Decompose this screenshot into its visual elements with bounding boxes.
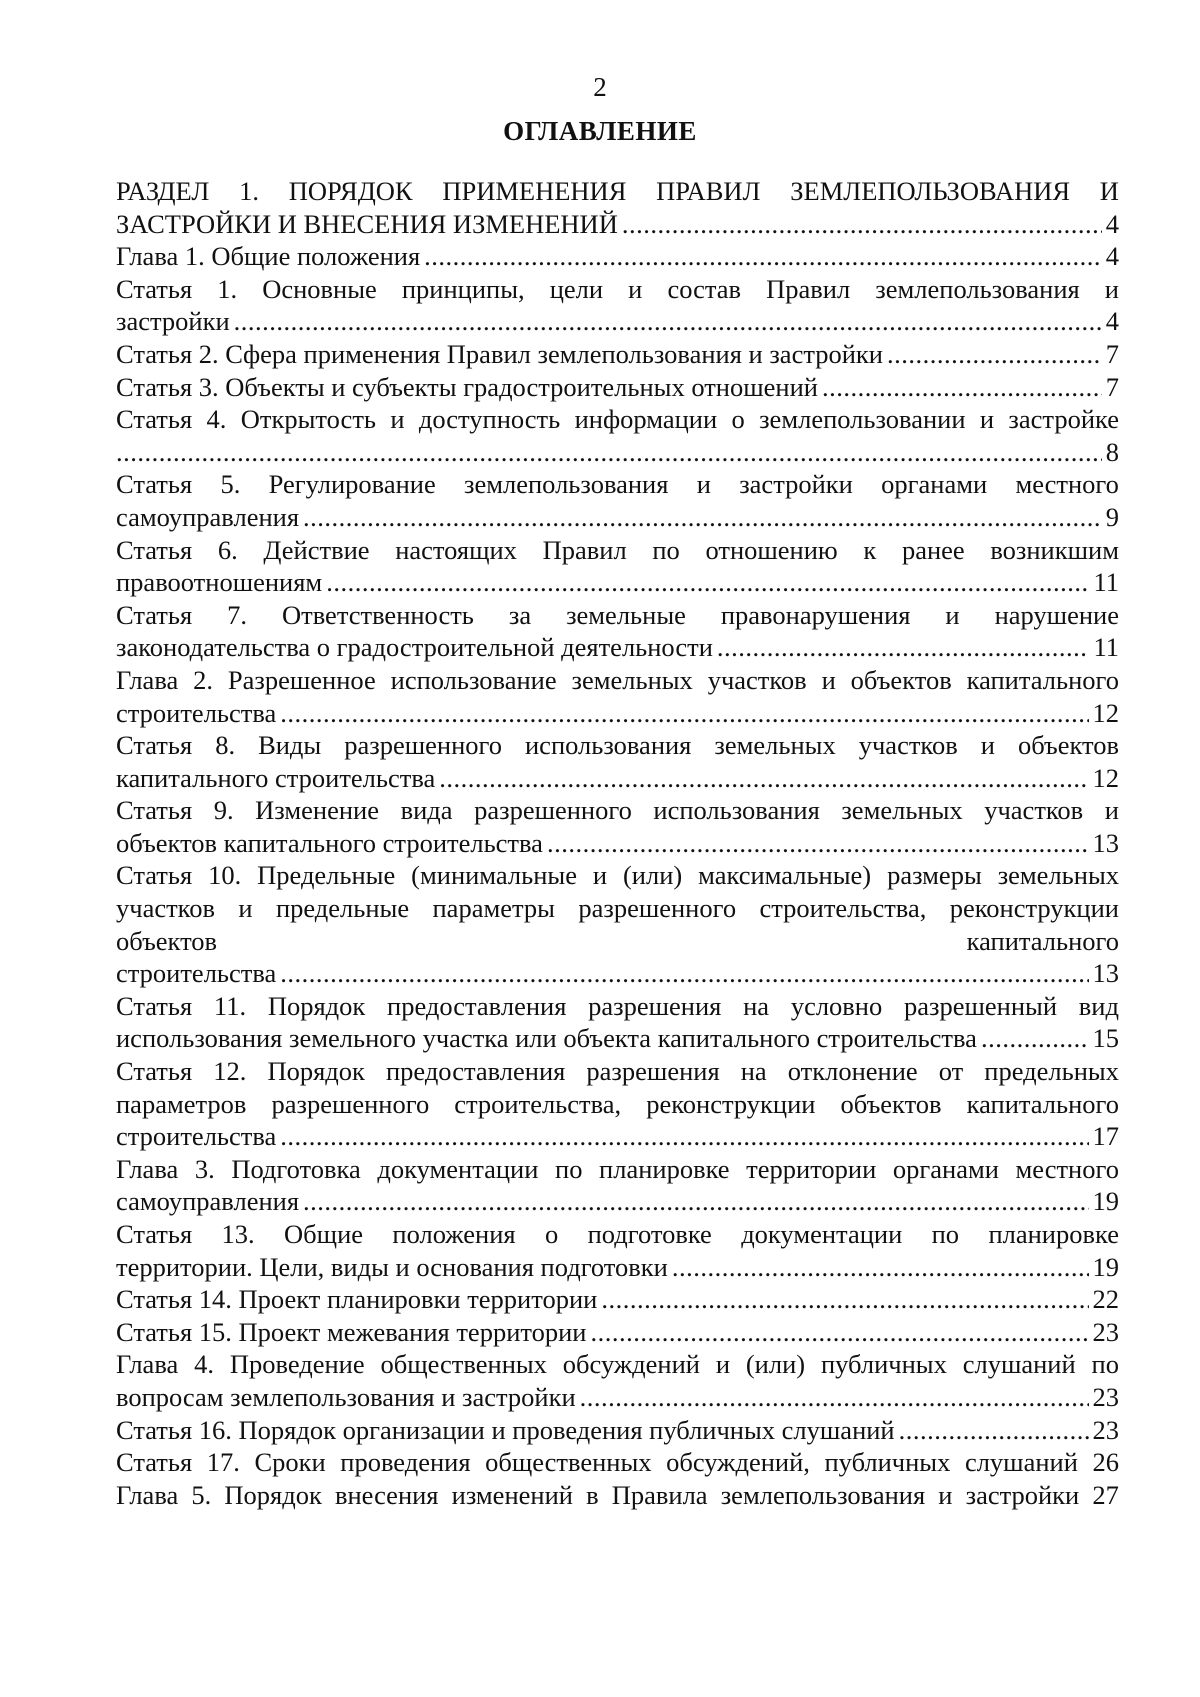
toc-line [116, 957, 1119, 990]
toc-line [116, 1120, 1119, 1153]
toc-line [116, 1381, 1119, 1414]
toc-page-number: 15 [1092, 1023, 1119, 1054]
toc-word: использования [525, 730, 692, 761]
toc-word: Статья [116, 730, 193, 761]
toc-word: разрешенного [474, 795, 632, 826]
toc-word: нарушение [994, 599, 1119, 630]
toc-word: 17. [206, 1447, 240, 1478]
toc-line [116, 534, 1119, 567]
toc-word: параметров [116, 1088, 247, 1119]
toc-word: Сроки [254, 1447, 326, 1478]
toc-word: подготовке [587, 1219, 712, 1249]
toc-word: местного [1015, 469, 1119, 500]
toc-line [116, 273, 1119, 306]
toc-line [116, 403, 1119, 436]
toc-line [116, 664, 1119, 697]
toc-word: разрешения [586, 1056, 720, 1087]
toc-entry-text: строительства [116, 697, 277, 728]
toc-word: Подготовка [231, 1153, 361, 1184]
dot-leader [590, 1316, 1088, 1349]
toc-word: размеры [887, 860, 982, 891]
toc-line [116, 1446, 1119, 1479]
toc-entry-text: строительства [116, 1121, 277, 1152]
dot-leader [116, 436, 1102, 469]
toc-word: 12. [213, 1056, 247, 1087]
toc-word: доступность [418, 404, 561, 435]
toc-word: состав [667, 273, 742, 304]
dot-leader [234, 305, 1102, 338]
toc-word: Статья [116, 860, 193, 891]
toc-word: правонарушения [720, 599, 911, 630]
toc-word: на [740, 1056, 767, 1087]
toc-word: землепользовании [759, 404, 966, 435]
toc-word: 1. [217, 273, 238, 304]
toc-word: Статья [116, 1219, 193, 1249]
toc-line [116, 1055, 1119, 1088]
toc-word: строительства, [759, 893, 927, 924]
toc-word: обсуждений [562, 1349, 700, 1380]
toc-word: реконструкции [949, 893, 1119, 924]
toc-word: слушаний [962, 1349, 1076, 1380]
toc-word: параметры [432, 893, 555, 924]
toc-word: отклонение [787, 1056, 918, 1087]
toc-word: использование [390, 664, 557, 695]
toc-entry-text: Статья 14. Проект планировки территории [116, 1284, 598, 1315]
toc-entry-text: застройки [116, 306, 230, 337]
toc-page-number: 12 [1092, 697, 1119, 728]
toc-page-number: 11 [1093, 567, 1119, 598]
toc-page-number: 11 [1093, 632, 1119, 663]
toc-word: объектов [1017, 730, 1119, 761]
toc-entry-text: строительства [116, 958, 277, 989]
toc-word: общественных [485, 1447, 652, 1478]
toc-word: застройки [739, 469, 853, 500]
dot-leader [439, 762, 1088, 795]
toc-word: вид [1078, 990, 1119, 1021]
toc-line [116, 859, 1119, 892]
toc-word: разрешенный [904, 990, 1058, 1021]
toc-word: внесения [334, 1479, 439, 1510]
toc-word: на [743, 990, 770, 1021]
toc-word: предоставления [385, 1056, 566, 1087]
toc-line [116, 762, 1119, 795]
dot-leader [280, 697, 1088, 730]
toc-line [116, 1185, 1119, 1218]
toc-entry-text: Глава 1. Общие положения [116, 241, 421, 272]
toc-word: Ответственность [281, 599, 474, 630]
toc-word: 9. [213, 795, 234, 826]
toc-line [116, 827, 1119, 860]
toc-word: Порядок [267, 1056, 365, 1087]
toc-line [116, 1022, 1119, 1055]
toc-word: (или) [622, 860, 683, 891]
toc-page-number: 7 [1105, 338, 1119, 369]
dot-leader [303, 1185, 1088, 1218]
toc-word: планировке [988, 1219, 1119, 1249]
toc-word: объектов [116, 925, 218, 956]
toc-word: положения [392, 1219, 516, 1249]
dot-leader [672, 1251, 1089, 1284]
toc-entry-text: самоуправления [116, 1186, 300, 1217]
toc-entry-text: самоуправления [116, 501, 300, 532]
toc-entry-text: Статья 15. Проект межевания территории [116, 1316, 587, 1347]
toc-word: Глава [116, 664, 179, 695]
toc-word: Глава [116, 1153, 179, 1184]
toc-word: о [731, 404, 745, 435]
toc-word: документации [377, 1153, 539, 1184]
toc-page-number: 12 [1092, 762, 1119, 793]
toc-word: 1. [239, 176, 259, 206]
toc-word: территории [746, 1153, 877, 1184]
page-number: 2 [593, 72, 607, 102]
dot-leader [887, 338, 1102, 371]
toc-word: органами [881, 469, 988, 500]
toc-word: 10. [208, 860, 242, 891]
toc-word: и [945, 599, 960, 630]
dot-leader [326, 566, 1089, 599]
toc-word: и [715, 1349, 730, 1380]
toc-word: публичных [820, 1349, 947, 1380]
toc-word: Основные [262, 273, 377, 304]
toc-line [116, 892, 1119, 925]
toc-word: и [628, 273, 643, 304]
toc-word: публичных [824, 1447, 951, 1478]
toc-word: землепользования [720, 1479, 926, 1510]
toc-word: разрешения [588, 990, 722, 1021]
toc-word: к [863, 534, 877, 565]
toc-line [116, 208, 1119, 241]
toc-word: и [390, 404, 405, 435]
toc-page-number: 8 [1105, 436, 1119, 467]
toc-word: Проведение [229, 1349, 365, 1380]
toc-page-number: 4 [1105, 306, 1119, 337]
toc-word: предельные [275, 893, 410, 924]
toc-entry-text: законодательства о градостроительной деятельности [116, 632, 713, 663]
dot-leader [601, 1283, 1088, 1316]
dot-leader [622, 208, 1102, 241]
toc-word: застройке [1008, 404, 1119, 435]
toc-line [116, 1088, 1119, 1121]
toc-word: 26 [1092, 1447, 1119, 1478]
toc-word: строительства, [454, 1088, 622, 1119]
toc-word: Статья [116, 1056, 193, 1087]
toc-word: условно [790, 990, 883, 1021]
toc-word: 4. [206, 404, 227, 435]
toc-word: ПОРЯДОК [288, 176, 413, 206]
toc-word: земельных [997, 860, 1119, 891]
toc-word: 5. [191, 1479, 212, 1510]
toc-word: объектов [850, 664, 952, 695]
toc-word: (или) [745, 1349, 806, 1380]
toc-word: цели [549, 273, 604, 304]
dot-leader [303, 501, 1102, 534]
toc-line [116, 240, 1119, 273]
toc-word: максимальные) [698, 860, 872, 891]
toc-word: Глава [116, 1349, 179, 1380]
toc-word: местного [1015, 1153, 1119, 1184]
toc-page-number: 19 [1092, 1186, 1119, 1217]
toc-line [116, 631, 1119, 664]
toc-word: слушаний [964, 1447, 1078, 1478]
toc-word: органами [892, 1153, 999, 1184]
toc-word: Правил [542, 534, 627, 565]
toc-word: земельные [566, 599, 686, 630]
toc-word: Статья [116, 273, 193, 304]
toc-word: объектов [840, 1088, 942, 1119]
toc-line [116, 697, 1119, 730]
toc-word: Статья [116, 404, 193, 435]
toc-line [116, 175, 1119, 208]
toc-line [116, 501, 1119, 534]
toc-word: Статья [116, 795, 193, 826]
toc-word: Статья [116, 990, 193, 1021]
toc-word: по [931, 1219, 960, 1249]
toc-entry-text: объектов капитального строительства [116, 827, 543, 858]
toc-page-number: 4 [1105, 241, 1119, 272]
toc-word: 11. [213, 990, 247, 1021]
toc-word: информации [574, 404, 718, 435]
toc-word: изменений [451, 1479, 573, 1510]
toc-line [116, 1348, 1119, 1381]
toc-word: Разрешенное [227, 664, 376, 695]
toc-line [116, 305, 1119, 338]
toc-word: Открытость [240, 404, 376, 435]
toc-line [116, 468, 1119, 501]
toc-word: по [652, 534, 680, 565]
toc-page-number: 7 [1105, 371, 1119, 402]
toc-entry-text: вопросам землепользования и застройки [116, 1381, 576, 1412]
toc-word: Виды [258, 730, 322, 761]
toc-word: ПРИМЕНЕНИЯ [442, 176, 627, 206]
toc-word: И [1099, 176, 1119, 206]
toc-word: участков [858, 730, 958, 761]
toc-page-number: 23 [1092, 1316, 1119, 1347]
toc-word: от [938, 1056, 964, 1087]
toc-entry-text: Статья 3. Объекты и субъекты градостроительных отношений [116, 371, 818, 402]
toc-word: Статья [116, 469, 193, 500]
toc-word: и [980, 730, 995, 761]
toc-entry-text: ЗАСТРОЙКИ И ВНЕСЕНИЯ ИЗМЕНЕНИЙ [116, 208, 618, 239]
toc-page-number: 13 [1092, 827, 1119, 858]
toc-word: застройки [965, 1479, 1080, 1510]
toc-page-number: 22 [1092, 1284, 1119, 1315]
toc-word: 4. [194, 1349, 214, 1380]
toc-word: планировке [599, 1153, 730, 1184]
toc-word: капитального [966, 925, 1119, 956]
toc-word: и [938, 1479, 953, 1510]
toc-word: ЗЕМЛЕПОЛЬЗОВАНИЯ [790, 176, 1071, 206]
dot-leader [981, 1022, 1089, 1055]
toc-word: Статья [116, 1447, 193, 1478]
toc-word: общественных [380, 1349, 547, 1380]
toc-line [116, 794, 1119, 827]
toc-word: по [555, 1153, 583, 1184]
toc-entry-text: капитального строительства [116, 762, 436, 793]
toc-word: и [238, 893, 253, 924]
dot-leader [280, 957, 1088, 990]
dot-leader [547, 827, 1089, 860]
toc-word: 27 [1092, 1479, 1119, 1510]
toc-word: Изменение [255, 795, 380, 826]
toc-word: 7. [227, 599, 248, 630]
toc-line [116, 566, 1119, 599]
toc-word: реконструкции [646, 1088, 816, 1119]
toc-word: предельных [984, 1056, 1119, 1087]
toc-word: Правила [611, 1479, 708, 1510]
toc-word: 6. [217, 534, 238, 565]
toc-word: ранее [901, 534, 965, 565]
toc-word: в [586, 1479, 599, 1510]
toc-page-number: 17 [1092, 1121, 1119, 1152]
toc-word: ПРАВИЛ [656, 176, 761, 206]
toc-word: за [508, 599, 532, 630]
toc-line [116, 1251, 1119, 1284]
toc-word: разрешенного [578, 893, 737, 924]
toc-line [116, 990, 1119, 1023]
toc-line [116, 925, 1119, 958]
toc-word: отношению [705, 534, 838, 565]
toc-page-number: 4 [1105, 208, 1119, 239]
toc-word: настоящих [395, 534, 517, 565]
toc-word: и [821, 664, 836, 695]
toc-word: предоставления [387, 990, 567, 1021]
toc-page-number: 23 [1092, 1381, 1119, 1412]
toc-line [116, 436, 1119, 469]
toc-word: Регулирование [268, 469, 436, 500]
toc-line [116, 599, 1119, 632]
toc-word: капитального [966, 1088, 1119, 1119]
toc-word: Предельные [257, 860, 396, 891]
toc-word: участков [116, 893, 215, 924]
toc-entry-text: Статья 2. Сфера применения Правил землепользования и застройки [116, 338, 883, 369]
toc-word: возникшим [990, 534, 1119, 565]
toc-word: земельных [571, 664, 693, 695]
toc-word: Правил [766, 273, 851, 304]
toc-word: проведения [340, 1447, 471, 1478]
toc-word: разрешенного [344, 730, 502, 761]
toc-word: 13. [221, 1219, 255, 1249]
toc-line [116, 1316, 1119, 1349]
toc-word: (минимальные [411, 860, 577, 891]
toc-page-number: 9 [1105, 501, 1119, 532]
toc-word: Порядок [267, 990, 366, 1021]
toc-word: Порядок [224, 1479, 322, 1510]
toc-page-number: 19 [1092, 1251, 1119, 1282]
dot-leader [899, 1414, 1089, 1447]
toc-word: использования [653, 795, 820, 826]
toc-entry-text: правоотношениям [116, 567, 323, 598]
dot-leader [280, 1120, 1088, 1153]
toc-word: и [979, 404, 995, 435]
toc-line [116, 1283, 1119, 1316]
toc-page-number: 23 [1092, 1414, 1119, 1445]
dot-leader [580, 1381, 1089, 1414]
dot-leader [822, 371, 1102, 404]
toc-word: разрешенного [271, 1088, 430, 1119]
toc-word: и [1104, 795, 1119, 826]
toc-word: Глава [116, 1479, 179, 1510]
dot-leader [717, 631, 1090, 664]
toc-word: обсуждений, [666, 1447, 810, 1478]
toc-word: землепользования [464, 469, 669, 500]
dot-leader [424, 240, 1102, 273]
toc-entry-text: Статья 16. Порядок организации и проведения публичных слушаний [116, 1414, 895, 1445]
toc-title: ОГЛАВЛЕНИЕ [503, 116, 697, 146]
toc-line [116, 338, 1119, 371]
toc-word: о [544, 1219, 559, 1249]
toc-word: Статья [116, 534, 193, 565]
toc-line [116, 1414, 1119, 1447]
toc-line [116, 1153, 1119, 1186]
toc-word: вида [400, 795, 453, 826]
toc-entry-text: использования земельного участка или объекта капитального строительства [116, 1023, 977, 1054]
table-of-contents [116, 175, 1119, 1511]
toc-word: и [696, 469, 711, 500]
toc-page-number: 13 [1092, 958, 1119, 989]
toc-word: принципы, [401, 273, 525, 304]
toc-word: земельных [714, 730, 836, 761]
toc-word: участков [707, 664, 807, 695]
toc-entry-text: территории. Цели, виды и основания подготовки [116, 1251, 668, 1282]
toc-word: документации [741, 1219, 903, 1249]
toc-word: и [1104, 273, 1119, 304]
toc-word: 5. [220, 469, 241, 500]
toc-word: 8. [215, 730, 236, 761]
toc-line [116, 729, 1119, 762]
toc-word: Общие [284, 1219, 364, 1249]
toc-word: землепользования [875, 273, 1080, 304]
toc-word: Действие [263, 534, 370, 565]
toc-word: РАЗДЕЛ [116, 176, 210, 206]
toc-word: 3. [194, 1153, 215, 1184]
toc-word: по [1091, 1349, 1119, 1380]
toc-word: капитального [966, 664, 1119, 695]
toc-line [116, 1479, 1119, 1512]
toc-line [116, 1218, 1119, 1251]
toc-word: и [592, 860, 608, 891]
toc-word: 2. [193, 664, 214, 695]
toc-word: участков [984, 795, 1084, 826]
toc-line [116, 371, 1119, 404]
toc-word: Статья [116, 599, 193, 630]
toc-word: земельных [841, 795, 963, 826]
